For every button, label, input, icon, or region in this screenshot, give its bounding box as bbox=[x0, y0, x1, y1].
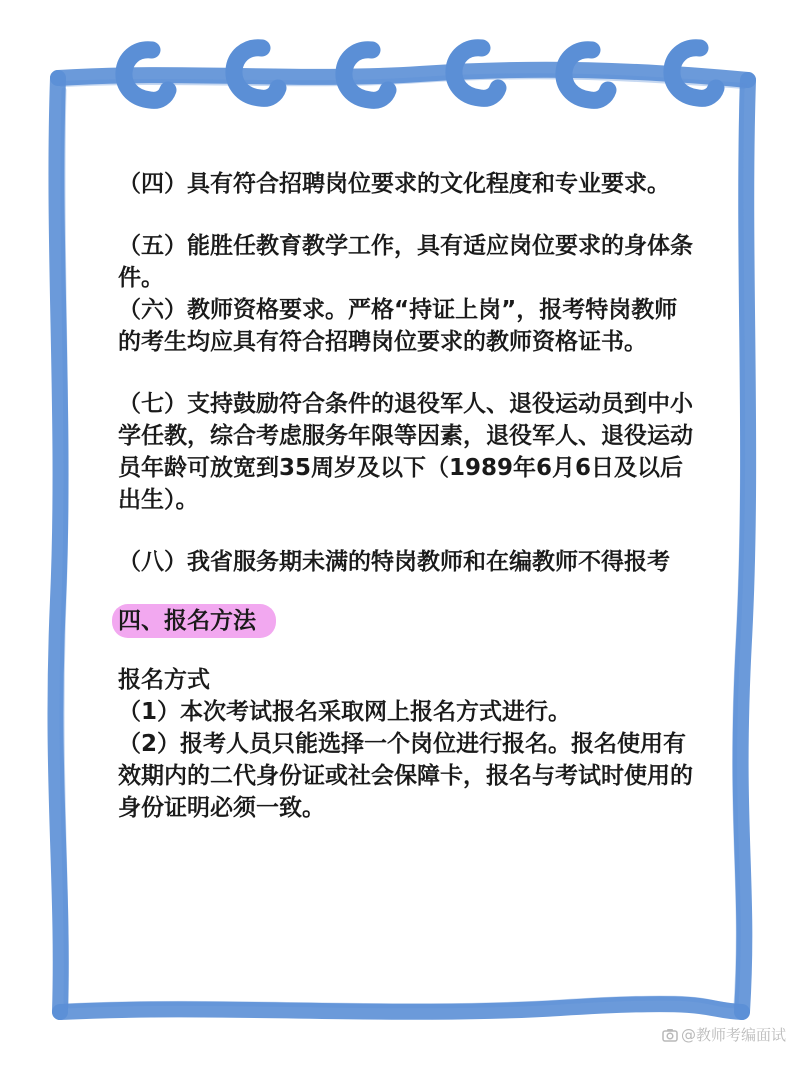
list-item-2: （2）报考人员只能选择一个岗位进行报名。报名使用有效期内的二代身份证或社会保障卡，报名与考试时使用的身份证明必须一致。 bbox=[118, 731, 693, 821]
section-heading-text: 四、报名方法 bbox=[118, 608, 256, 634]
paragraph-6: （六）教师资格要求。严格“持证上岗”，报考特岗教师的考生均应具有符合招聘岗位要求的教师资格证书。 bbox=[118, 297, 678, 355]
watermark bbox=[661, 1024, 786, 1045]
subheading: 报名方式 bbox=[118, 667, 210, 693]
paragraph-4: （四）具有符合招聘岗位要求的文化程度和专业要求。 bbox=[118, 171, 670, 197]
section-heading bbox=[112, 602, 256, 640]
paragraph-8: （八）我省服务期未满的特岗教师和在编教师不得报考 bbox=[118, 549, 670, 575]
watermark-text: @教师考编面试 bbox=[680, 1026, 786, 1044]
list-item-1: （1）本次考试报名采取网上报名方式进行。 bbox=[118, 699, 572, 725]
document-body bbox=[118, 168, 698, 824]
paragraph-5: （五）能胜任教育教学工作，具有适应岗位要求的身体条件。 bbox=[118, 233, 693, 291]
paragraph-7: （七）支持鼓励符合条件的退役军人、退役运动员到中小学任教，综合考虑服务年限等因素，退役军人、退役运动员年龄可放宽到35周岁及以下（1989年6月6日及以后出生）。 bbox=[118, 391, 693, 513]
camera-icon bbox=[661, 1026, 679, 1044]
